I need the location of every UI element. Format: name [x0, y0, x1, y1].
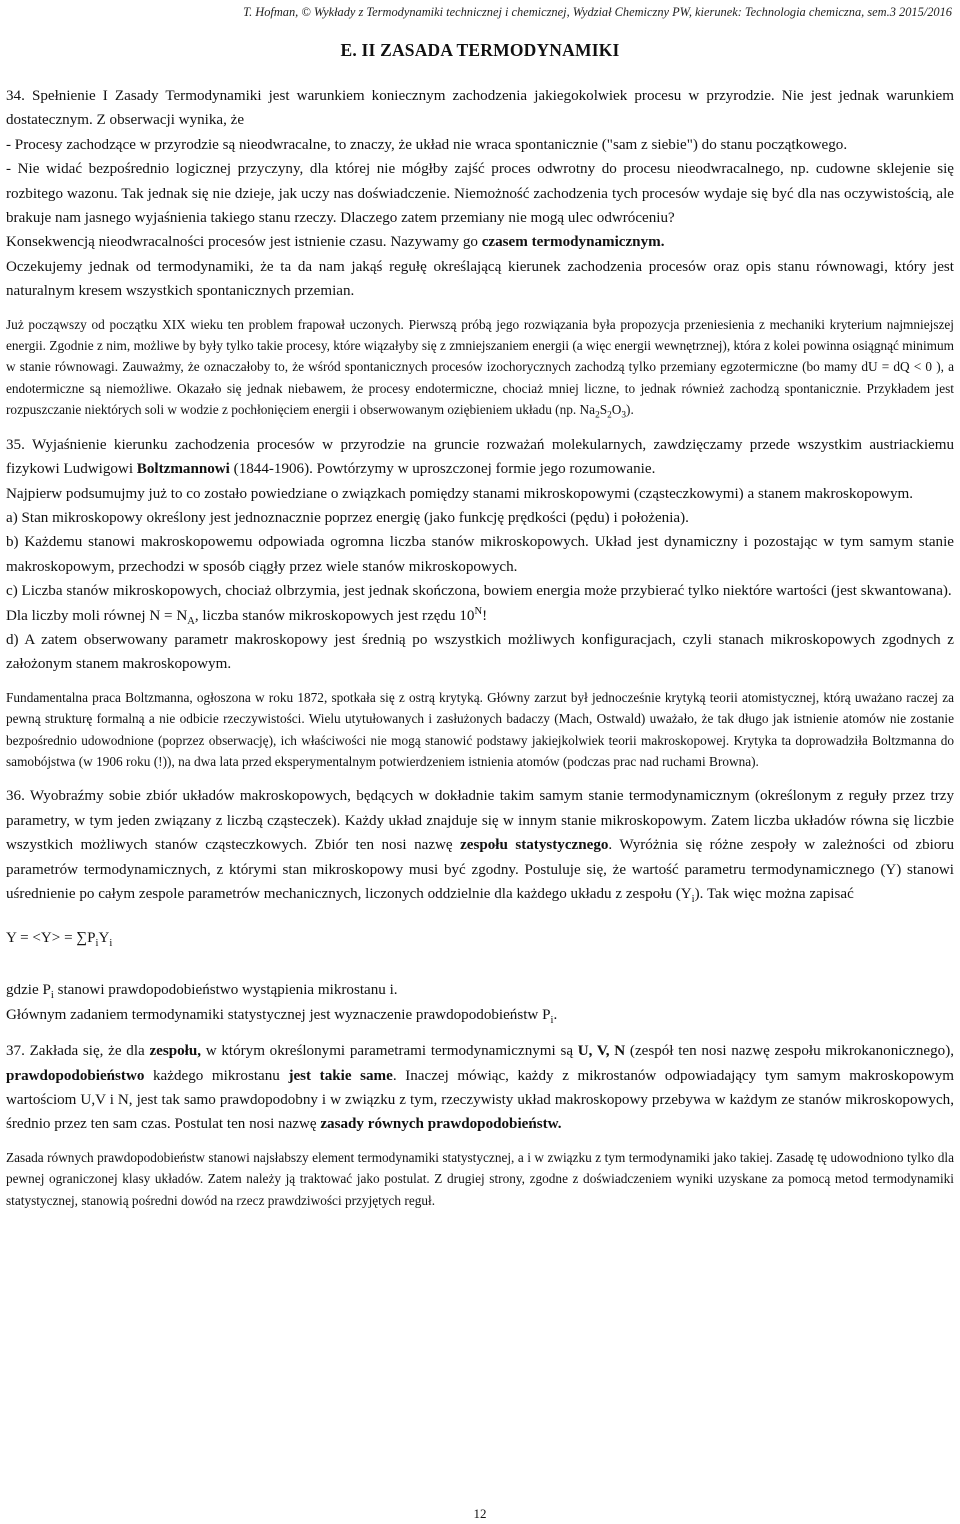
text-run: stanowi prawdopodobieństwo wystąpienia mikrostanu i.	[53, 982, 398, 999]
text-run: (1844-1906). Powtórzymy w uproszczonej formie jego rozumowanie.	[229, 461, 656, 478]
chapter-title: E. II ZASADA TERMODYNAMIKI	[340, 40, 620, 60]
text-run: gdzie P	[6, 982, 51, 999]
superscript: N	[474, 605, 483, 617]
section-34-point-2: - Nie widać bezpośrednio logicznej przyczyny, dla której nie mógłby zajść proces odwrotny do procesu nieodwracalnego, np. cudowne sklejenie się rozbitego wazonu. Tak jednak się nie dzieje, jak uczy nas doświadczenie. Niemożność zachodzenia tych procesów wydaje się być dla nas oczywistością, ale brakuje nam jasnego wyjaśnienia takiego stanu rzeczy. Dlaczego zatem przemiany nie mogą ulec odwróceniu?	[6, 161, 954, 227]
document-body	[6, 84, 954, 1211]
text-run: O	[611, 402, 622, 418]
text-run: 36. Wyobraźmy sobie zbiór układów makroskopowych, będących w dokładnie takim samym stanie termodynamicznym (określonym z reguły przez trzy parametry, w tym jeden związany z liczbą cząsteczek). Każdy układ znajduje się w innym stanie mikroskopowym. Zatem liczba układów równa się liczbie wszystkich możliwych stanów cząsteczkowych. Zbiór ten nosi nazwę	[6, 788, 954, 854]
section-37-note: Zasada równych prawdopodobieństw stanowi najsłabszy element termodynamiki statystycznej, a i w związku z tym termodynamiki jako takiej. Zasadę tę udowodniono tylko dla pewnej ograniczonej klasy układów. Zatem należy ją traktować jako postulat. Z drugiej strony, zgodne z doświadczeniem wyniki uzyskane za pomocą metod termodynamiki statystycznej, stanowią pośredni dowód na rzecz prawdziwości przyjętych reguł.	[6, 1149, 954, 1208]
subscript: 2	[607, 410, 612, 421]
bold-term: Boltzmannowi	[136, 461, 230, 478]
bold-term: zespołu statystycznego	[460, 837, 609, 854]
text-run: ). Tak więc można zapisać	[694, 886, 854, 902]
section-35-note: Fundamentalna praca Boltzmanna, ogłoszona w roku 1872, spotkała się z ostrą krytyką. Główny zarzut był jednocześnie krytyką teorii atomistycznej, którą uważano raczej za pewną strukturę formalną a nie odbicie rzeczywistości. Wielu utytułowanych i zasłużonych badaczy (Mach, Ostwald) uważało, że tak długo jak istnienie atomów nie zostanie bezpośrednio udowodnione (poprzez obserwację), ich właściwości nie mogą stanowić podstawy jakiejkolwiek teorii makroskopowej. Krytyka ta doprowadziła Boltzmanna do samobójstwa (w 1906 roku (!)), na dwa lata przed eksperymentalnym potwierdzeniem istnienia atomów (podczas prac nad ruchami Browna).	[6, 689, 954, 769]
section-34-time	[6, 230, 954, 254]
section-35-moles	[6, 604, 954, 628]
page-number: 12	[473, 1506, 487, 1521]
text-run: (zespół ten nosi nazwę zespołu mikrokanonicznego),	[625, 1043, 955, 1060]
section-36-task	[6, 1003, 954, 1027]
subscript: A	[187, 615, 195, 627]
section-35-point-a: a) Stan mikroskopowy określony jest jednoznacznie poprzez energię (jako funkcję prędkości (pędu) i położenia).	[6, 509, 689, 526]
text-run: . Wyróżnia się różne zespoły w zależności od zbioru parametrów termodynamicznych, z którymi stan mikroskopowy musi być zgodny. Postuluje się, że wartość parametru termodynamicznego (Y) stanowi uśrednienie po całym zespole parametrów mechanicznych, liczonych oddzielnie dla każdego układu z zespołu (Y	[6, 837, 954, 902]
section-35-intro	[6, 433, 954, 482]
text-run: !	[482, 607, 488, 624]
section-34-note	[6, 314, 954, 421]
running-header: T. Hofman, © Wykłady z Termodynamiki technicznej i chemicznej, Wydział Chemiczny PW, kierunek: Technologia chemiczna, sem.3 2015/2016	[243, 5, 952, 19]
section-35-point-b: b) Każdemu stanowi makroskopowemu odpowiada ogromna liczba stanów mikroskopowych. Układ jest dynamiczny i pozostając w tym samym stanie makroskopowym, przechodzi w sposób ciągły przez wiele stanów mikroskopowych.	[6, 534, 954, 575]
bold-term: zespołu,	[149, 1043, 202, 1060]
subscript: 3	[621, 410, 627, 421]
text-run: .	[553, 1006, 558, 1023]
text-run: każdego mikrostanu	[144, 1067, 289, 1084]
subscript: 2	[595, 410, 600, 421]
bold-term: zasady równych prawdopodobieństw.	[320, 1116, 562, 1133]
section-36-definition	[6, 978, 954, 1002]
bold-term: jest takie same	[288, 1067, 393, 1084]
section-35-summary: Najpierw podsumujmy już to co zostało powiedziane o związkach pomiędzy stanami mikroskopowymi (cząsteczkowymi) a stanem makroskopowym.	[6, 485, 914, 502]
subscript: i	[95, 938, 99, 950]
section-34-expectation: Oczekujemy jednak od termodynamiki, że ta da nam jakąś regułę określającą kierunek zachodzenia procesów oraz opis stanu równowagi, który jest naturalnym kresem wszystkich spontanicznych przemian.	[6, 258, 954, 300]
text-run: Dla liczby moli równej N = N	[6, 607, 188, 624]
average-formula	[6, 926, 954, 950]
section-35-point-c: c) Liczba stanów mikroskopowych, chociaż olbrzymia, jest jednak skończona, bowiem energia może przybierać tylko niektóre wartości (jest skwantowana).	[6, 583, 952, 600]
subscript: i	[50, 990, 54, 1002]
text-run: S	[599, 402, 608, 418]
bold-term: czasem termodynamicznym.	[481, 234, 665, 251]
section-37-intro	[6, 1039, 954, 1137]
subscript: i	[109, 938, 113, 950]
bold-term: U, V, N	[577, 1043, 626, 1060]
text-run: w którym określonymi parametrami termodynamicznymi są	[201, 1043, 578, 1060]
text-run: Y = <Y> = ∑P	[6, 930, 96, 947]
text-run: Konsekwencją nieodwracalności procesów jest istnienie czasu. Nazywamy go	[6, 234, 482, 251]
subscript: i	[691, 894, 695, 906]
text-run: Y	[98, 930, 110, 947]
text-run: , liczba stanów mikroskopowych jest rzędu 10	[194, 607, 475, 624]
text-run: ).	[626, 402, 634, 418]
text-run: 37. Zakłada się, że dla	[6, 1043, 150, 1060]
text-run: . Inaczej mówiąc, każdy z mikrostanów odpowiadający tym samym makroskopowym wartościom U,V i N, jest tak samo prawdopodobny i w związku z tym, rzeczywisty układ makroskopowy przebywa w każdym ze stanów mikroskopowych, średnio przez ten sam czas. Postulat ten nosi nazwę	[6, 1067, 954, 1133]
section-35-point-d: d) A zatem obserwowany parametr makroskopowy jest średnią po wszystkich możliwych konfiguracjach, czyli stanach mikroskopowych zgodnych z założonym stanem makroskopowym.	[6, 631, 954, 673]
section-34-intro: 34. Spełnienie I Zasady Termodynamiki jest warunkiem koniecznym zachodzenia jakiegokolwiek procesu w przyrodzie. Nie jest jednak warunkiem dostatecznym. Z obserwacji wynika, że	[6, 88, 954, 129]
text-run: Już począwszy od początku XIX wieku ten problem frapował uczonych. Pierwszą próbą jego rozwiązania była propozycja przeniesienia z mechaniki kryterium najmniejszej energii. Zgodnie z nim, możliwe by były tylko takie procesy, które wiązałyby się z zmniejszaniem energii (a więc energii wewnętrznej), która z kolei powinna osiągnąć minimum w stanie równowagi. Zauważmy, że oznaczałoby to, że wśród spontanicznych procesów izochorycznych zachodzą tylko przemiany egzotermiczne (bo mamy dU = dQ < 0 ), a endotermiczne są niemożliwe. Okazało się jednak niebawem, że procesy endotermiczne, chociaż mniej liczne, to jednak również zachodzą spontanicznie. Przykładem jest rozpuszczanie niektórych soli w wodzie z pochłonięciem energii i obserwowanym oziębieniem układu (np. Na	[6, 316, 954, 418]
section-34-point-1: - Procesy zachodzące w przyrodzie są nieodwracalne, to znaczy, że układ nie wraca spontanicznie ("sam z siebie") do stanu początkowego.	[6, 136, 848, 153]
section-36-intro	[6, 784, 954, 906]
text-run: Głównym zadaniem termodynamiki statystycznej jest wyznaczenie prawdopodobieństw P	[6, 1006, 551, 1023]
text-run: 35. Wyjaśnienie kierunku zachodzenia procesów w przyrodzie na gruncie rozważań molekularnych, zawdzięczamy przede wszystkim austriackiemu fizykowi Ludwigowi	[6, 436, 954, 478]
bold-term: prawdopodobieństwo	[6, 1067, 145, 1084]
subscript: i	[550, 1014, 554, 1026]
